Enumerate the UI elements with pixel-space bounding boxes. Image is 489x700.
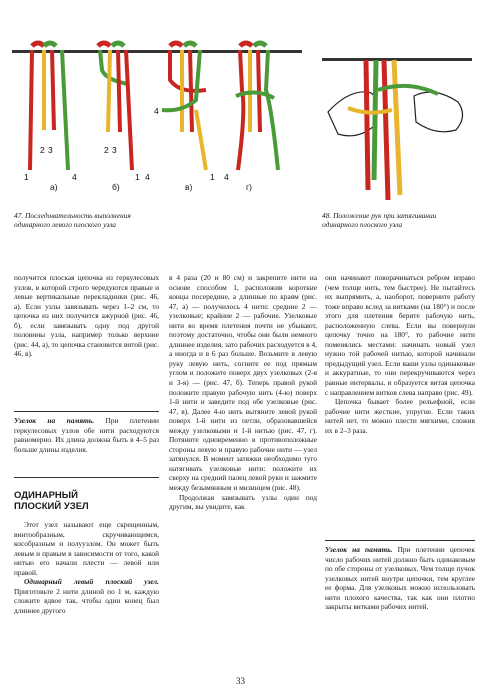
figure-48-illustration (318, 30, 478, 205)
panel-a-strand-4: 4 (72, 172, 77, 182)
panel-c-strands (162, 43, 206, 170)
subheading-left-flat-knot: Одинарный левый плоский узел. (24, 577, 159, 587)
panel-c-strand-4-top: 4 (154, 106, 159, 116)
column-3 (325, 273, 475, 435)
panel-d-label: г) (246, 182, 252, 192)
holding-bar (322, 58, 472, 61)
column-2-text-2: Продолжая завязывать узлы один под другим, вы увидите, как (169, 492, 317, 512)
note-top-rule (14, 411, 159, 412)
panel-c-label: в) (185, 182, 193, 192)
figure-47-caption: 47. Последовательность выполнения одинарного левого плоского узла (14, 211, 131, 229)
panel-a-strand-3: 3 (48, 145, 53, 155)
panel-b-strand-3: 3 (112, 145, 117, 155)
memo-note-2-text: При плетении цепочек число рабочих нитей должно быть одинаковым по обе стороны от узелковых. Чем толще пучок узелковых нитей внутри цепочки, тем круглее ее форма. Для узелковых можно использовать нити плохого качества, так как они плотно закрыты витками рабочих нитей. (325, 545, 475, 612)
panel-b-strand-2: 2 (104, 145, 109, 155)
memo-note-2-lead: Узелок на память. (325, 545, 393, 554)
panel-a-label: а) (50, 182, 58, 192)
column-1-memo-note (14, 416, 159, 454)
column-1-text-2: Этот узел называют еще скрещенным, винтообразным, скручивающимся, кособразным и полуузлом. Он может быть левым и правым в зависимости от того, какой нитью его начали плести — левой или правой. (14, 520, 159, 577)
column-1-text-1: получится плоская цепочка из геркулесовых узлов, в которой строго чередуются правые и левые вертикальные перекладинки (рис. 46, а). Если узлы завязывать через 1–2 см, то цепочка из них получится ажурной (рис. 46, б), если завязывать одну под другой половины узла, например только верхние (рис. 44, а), то цепочка становится витой (рис. 46, в). (14, 273, 159, 359)
column-1-text-3 (14, 577, 159, 615)
panel-b-strand-1: 1 (135, 172, 140, 182)
right-hand-icon (414, 92, 463, 132)
column-2-text-1: в 4 раза (20 и 80 см) и закрепите нити на основе способом 1, расположив короткие концы посередине, а длинные по краям (рис. 47, а) — получилось 4 нити: средние 2 — узелковые; крайние 2 — рабочие. Узелковые нити во время плетения почти не убывают, поэтому достаточно, чтобы они были немного длиннее изделия, зато рабочих расходуется в 4, а иногда и в 6 раз больше. Возьмите в левую руку левую нить, согните ее под прямым углом и положите поверх двух узелковых (2-я и 3-я) — (рис. 47, б). Теперь правой рукой положите правую рабочую нить (4-ю) поверх 1-й нити и заведите под обе узелковые (рис. 47, в). Далее 4-ю нить вытяните левой рукой поверх 1-й нити из петли, образовавшейся между узелковыми и 1-й нитью (рис. 47, г). Потяните одновременно в противоположные стороны левую и правую рабочие нити — узел затянулся. В момент затяжки необходимо туго натягивать узелковые нити: положите их сверху на средний палец левой руки и зажмите между безымянным и мизинцем (рис. 48). (169, 273, 317, 493)
page-number: 33 (236, 676, 245, 686)
column-3-text-2: Цепочка бывает более рельефной, если рабочие нити жесткие, упругие. Если таких нитей нет, то можно плести мягкими, сложив их в 2–3 раза. (325, 397, 475, 435)
heading-line-1: ОДИНАРНЫЙ (14, 490, 78, 501)
memo-note-text: При плетении геркулесовых узлов обе нити расходуются равномерно. Их длина должна быть в 4–5 раз больше длины изделия. (14, 416, 159, 454)
note-2-top-rule (325, 540, 475, 541)
column-3-text-1: они начинают поворачиваться ребром вправо (чем толще нить, тем быстрее). Не пытайтесь их выпрямить, а, наоборот, поверните работу тоже вправо вслед за витками (на 180°) и после этого для плетения берите рабочую нить, расположенную слева. Если вы повернули цепочку точно на 180°, то рабочие нити поменялись местами: начинать новый узел нужно той рабочей нитью, которой начинали предыдущий узел. Если ваши узлы одинаковые и аккуратные, то они перекручиваются через равные интервалы, и образуется витая цепочка с направлением витков слева направо (рис. 49). (325, 273, 475, 397)
column-1-text-3-body: Приготовьте 2 нити длиной по 1 м, каждую сложите вдвое так, чтобы один конец был длиннее другого (14, 586, 159, 615)
panel-b-label: б) (112, 182, 120, 192)
column-3-memo-note (325, 545, 475, 612)
panel-a-strand-1: 1 (24, 172, 29, 182)
figure-48-caption: 48. Положение рук при затягивании одинарного плоского узла (322, 211, 437, 229)
memo-note-lead: Узелок на память. (14, 416, 95, 425)
heading-line-2: ПЛОСКИЙ УЗЕЛ (14, 501, 89, 512)
section-heading (14, 490, 159, 512)
panel-c-strand-4: 4 (224, 172, 229, 182)
panel-d-strands (236, 43, 278, 170)
figure-47-illustration (10, 40, 310, 200)
column-2 (169, 273, 317, 512)
note-bottom-rule (14, 477, 159, 478)
column-1-paragraph-2 (14, 520, 159, 615)
panel-b-strand-4: 4 (145, 172, 150, 182)
column-1-paragraph-1 (14, 273, 159, 359)
panel-c-strand-1: 1 (210, 172, 215, 182)
panel-a-strand-2: 2 (40, 145, 45, 155)
